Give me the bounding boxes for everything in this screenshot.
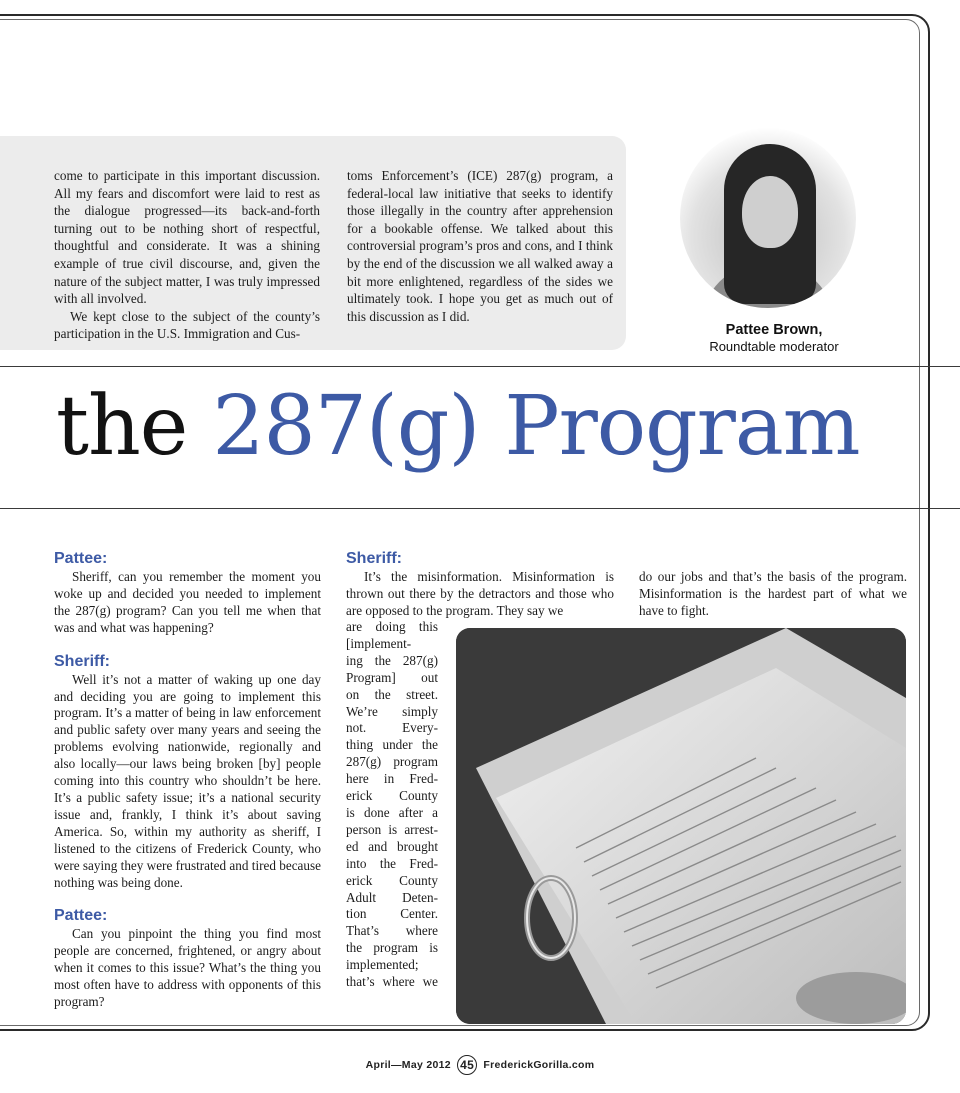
answer-2-line: We’re simply xyxy=(346,703,438,719)
answer-1: Well it’s not a matter of waking up one day and deciding you are going to implement this program. It’s a matter of being in law enforcement and public safety over many years and seeing the problems evolving nationwide, regionally and also locally—our laws being broken [by] people coming into this country who shouldn’t be here. It’s a public safety issue; it’s a national security issue and, frankly, I think it’s about saving America. So, within my authority as sheriff, I listened to the citizens of Frederick County, who were saying they were frustrated and tired because nothing was being done. xyxy=(54,671,321,890)
page-number: 45 xyxy=(457,1055,477,1075)
headline xyxy=(56,372,860,482)
question-1: Sheriff, can you remember the moment you woke up and decided you needed to implement the 287(g) program? Can you tell me when that was and what was happening? xyxy=(54,569,321,635)
headline-program: 287(g) Program xyxy=(212,379,860,474)
headline-rule-bottom xyxy=(0,508,960,509)
moderator-role: Roundtable moderator xyxy=(709,339,839,354)
answer-2-line: the program is xyxy=(346,940,438,956)
answer-2-line: ing the 287(g) xyxy=(346,652,438,668)
answer-2-line: into the Fred- xyxy=(346,855,438,871)
headline-the: the xyxy=(56,379,188,474)
moderator-name: Pattee Brown, xyxy=(725,322,823,338)
question-2: Can you pinpoint the thing you find most people are concerned, frightened, or angry about when it comes to this issue? What’s the thing you most often have to address with opponents of this program? xyxy=(54,926,321,1010)
answer-2-line: here in Fred- xyxy=(346,771,438,787)
qa-column-2 xyxy=(346,549,614,620)
footer-site: FrederickGorilla.com xyxy=(483,1058,595,1071)
footer-date: April—May 2012 xyxy=(365,1058,451,1071)
answer-2-line: Adult Deten- xyxy=(346,889,438,905)
speaker-label: Sheriff: xyxy=(346,550,402,567)
answer-2-continued: do our jobs and that’s the basis of the program. Misinformation is the hardest part of what we have to fight. xyxy=(639,569,907,618)
answer-2-line: That’s where xyxy=(346,923,438,939)
intro-paragraph-3: toms Enforcement’s (ICE) 287(g) program, a federal-local law initiative that seeks to identify those illegally in the country after apprehension for a bookable offense. We talked about this controversial program’s pros and cons, and I think by the end of the discussion we all walked away a bit more enlightened, regardless of the sides we ultimately took. I hope you get as much out of this discussion as I did. xyxy=(347,168,613,324)
answer-2-line: not. Every- xyxy=(346,720,438,736)
intro-column-2 xyxy=(347,167,613,325)
speaker-label: Pattee: xyxy=(54,550,108,567)
answer-2-line: person is arrest- xyxy=(346,821,438,837)
intro-column-1 xyxy=(54,167,320,343)
intro-paragraph-1: come to participate in this important discussion. All my fears and discomfort were laid to rest as the dialogue progressed—its back-and-forth turning out to be nothing short of respectful, thoughtful and considerate. It was a shining example of true civil discourse, and, given the nature of the subject matter, I was truly impressed with all involved. xyxy=(54,168,320,307)
answer-2-line: erick County xyxy=(346,788,438,804)
answer-2-line: is done after a xyxy=(346,804,438,820)
moderator-portrait xyxy=(680,128,856,308)
answer-2-line: thing under the xyxy=(346,737,438,753)
answer-2-line: erick County xyxy=(346,872,438,888)
answer-2-wrap xyxy=(346,619,438,991)
answer-2-line: tion Center. xyxy=(346,906,438,922)
qa-column-1 xyxy=(54,549,321,1011)
binder-document-illustration xyxy=(456,628,906,1024)
page-footer xyxy=(0,1055,960,1075)
answer-2-line: that’s where we xyxy=(346,974,438,990)
answer-2-line: Program] out xyxy=(346,669,438,685)
answer-2-line: [implement- xyxy=(346,635,412,651)
answer-2-line: 287(g) program xyxy=(346,754,438,770)
answer-2-intro: It’s the misinformation. Misinformation is thrown out there by the detractors and those who are opposed to the program. They say we xyxy=(346,569,614,618)
answer-2-line: on the street. xyxy=(346,686,438,702)
qa-column-3 xyxy=(639,569,907,620)
speaker-label: Pattee: xyxy=(54,907,108,925)
answer-2-line: implemented; xyxy=(346,957,419,973)
intro-paragraph-2: We kept close to the subject of the county’s participation in the U.S. Immigration and Cus- xyxy=(54,308,320,342)
answer-2-line: ed and brought xyxy=(346,838,438,854)
answer-2-line: are doing this xyxy=(346,619,438,634)
binder-document-photo xyxy=(456,628,906,1024)
speaker-label: Sheriff: xyxy=(54,652,110,670)
headline-rule-top xyxy=(0,366,960,367)
